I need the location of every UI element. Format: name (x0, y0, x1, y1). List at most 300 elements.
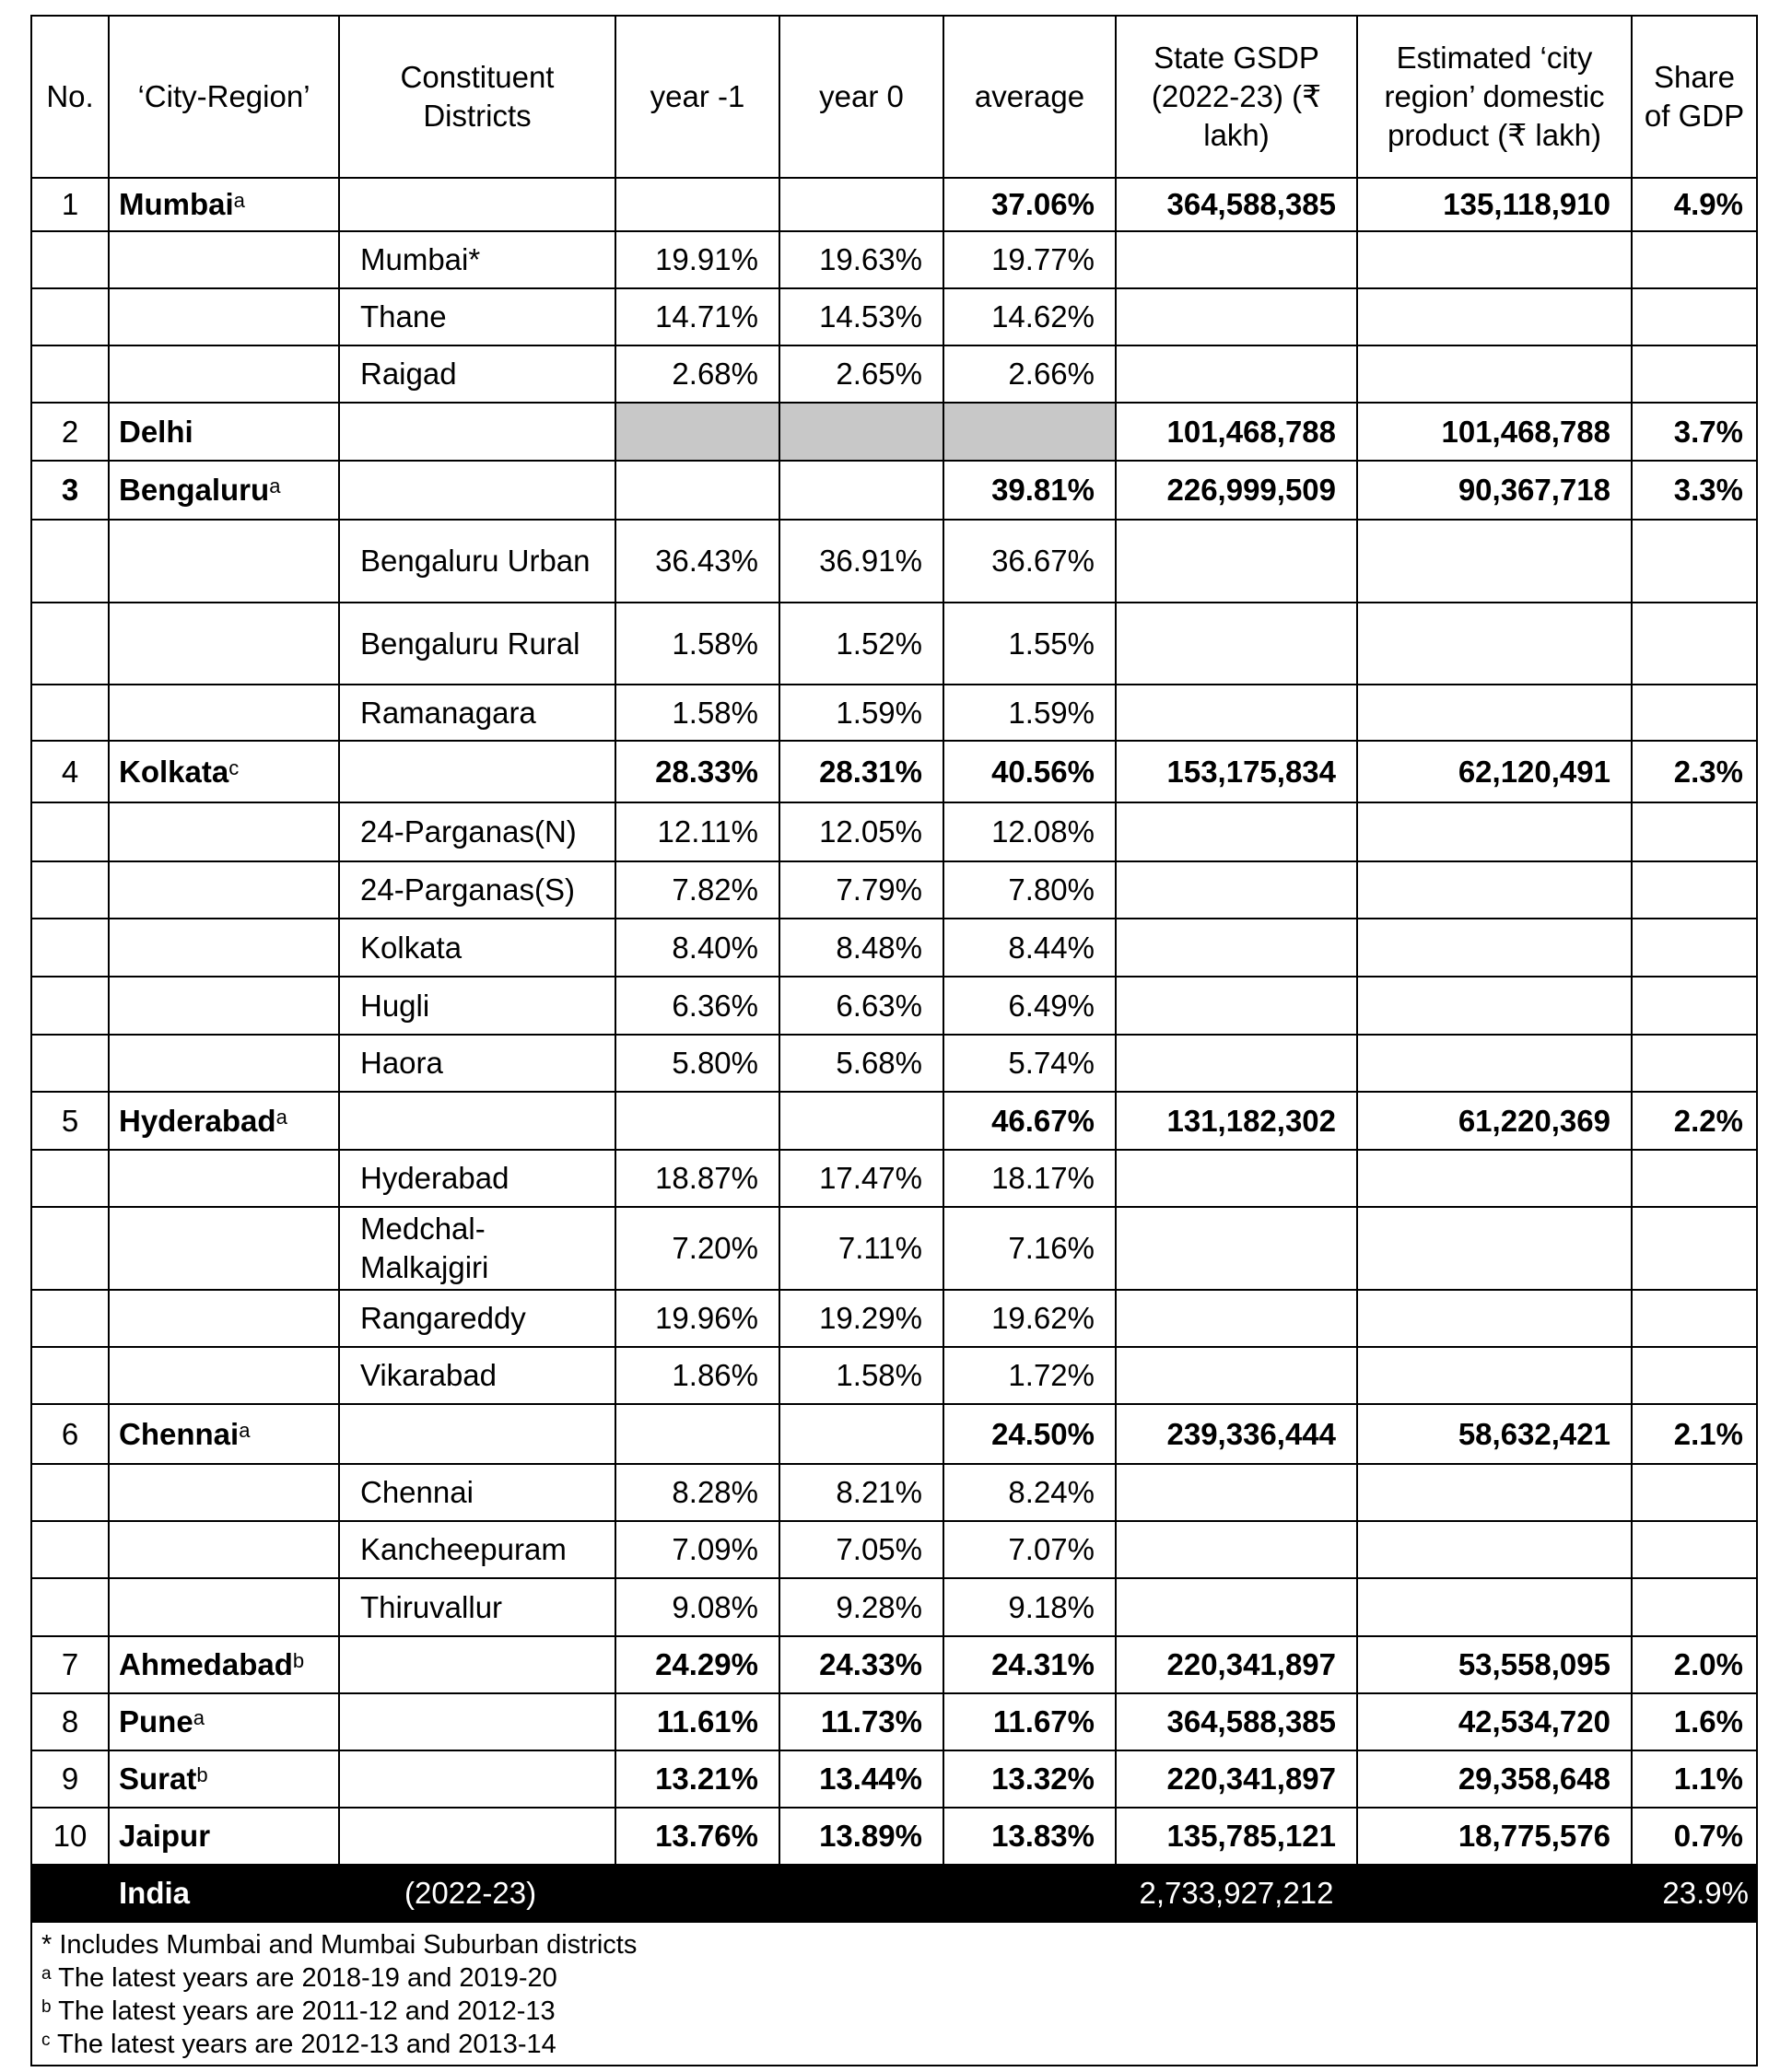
share-of-gdp-cell (1632, 288, 1757, 345)
average-cell: 40.56% (943, 741, 1116, 802)
footnote-text: The latest years are 2011-12 and 2012-13 (51, 1996, 556, 2026)
state-gsdp-cell: 101,468,788 (1116, 403, 1357, 461)
share-of-gdp-cell: 3.3% (1632, 461, 1757, 520)
share-of-gdp-cell (1632, 345, 1757, 403)
year-0-cell: 1.52% (779, 603, 943, 685)
estimated-product-cell (1357, 685, 1632, 741)
india-empty-cell (779, 1865, 943, 1922)
district-name (339, 741, 615, 802)
year-minus-1-cell: 7.09% (615, 1521, 779, 1578)
row-number (31, 231, 109, 288)
india-no-cell (31, 1865, 109, 1922)
city-region-name (109, 345, 339, 403)
footnote-text: * Includes Mumbai and Mumbai Suburban districts (41, 1930, 638, 1960)
state-gsdp-cell (1116, 861, 1357, 919)
state-gsdp-cell: 220,341,897 (1116, 1636, 1357, 1693)
share-of-gdp-cell: 3.7% (1632, 403, 1757, 461)
district-name (339, 1750, 615, 1808)
estimated-product-cell (1357, 345, 1632, 403)
estimated-product-cell: 135,118,910 (1357, 178, 1632, 231)
year-0-cell: 7.79% (779, 861, 943, 919)
footnote-line (41, 2028, 1747, 2061)
share-of-gdp-cell: 4.9% (1632, 178, 1757, 231)
year-0-cell: 7.11% (779, 1207, 943, 1290)
year-0-cell: 13.89% (779, 1808, 943, 1865)
city-region-name (109, 178, 339, 231)
city-region-name (109, 1035, 339, 1092)
header-row (31, 16, 1757, 178)
city-region-name (109, 1693, 339, 1750)
state-gsdp-cell: 220,341,897 (1116, 1750, 1357, 1808)
footnote-line (41, 1961, 1747, 1995)
year-0-cell: 12.05% (779, 802, 943, 861)
year-minus-1-cell: 2.68% (615, 345, 779, 403)
row-number (31, 977, 109, 1035)
city-region-name (109, 741, 339, 802)
state-gsdp-cell (1116, 1207, 1357, 1290)
row-number (31, 802, 109, 861)
row-number (31, 520, 109, 603)
average-cell: 19.62% (943, 1290, 1116, 1347)
share-of-gdp-cell: 0.7% (1632, 1808, 1757, 1865)
average-cell: 7.80% (943, 861, 1116, 919)
year-0-cell: 1.58% (779, 1347, 943, 1404)
district-row (31, 1347, 1757, 1404)
city-region-name (109, 1578, 339, 1636)
district-row (31, 1578, 1757, 1636)
district-row (31, 802, 1757, 861)
average-cell: 1.72% (943, 1347, 1116, 1404)
average-cell: 9.18% (943, 1578, 1116, 1636)
city-region-table (30, 15, 1758, 2066)
average-cell: 12.08% (943, 802, 1116, 861)
estimated-product-cell (1357, 1035, 1632, 1092)
district-name: Hugli (339, 977, 615, 1035)
year-minus-1-cell: 7.82% (615, 861, 779, 919)
average-cell: 1.59% (943, 685, 1116, 741)
city-row (31, 1636, 1757, 1693)
city-region-table-container (30, 15, 1756, 2066)
year-0-cell (779, 403, 943, 461)
estimated-product-cell: 42,534,720 (1357, 1693, 1632, 1750)
city-region-name (109, 977, 339, 1035)
year-minus-1-cell: 7.20% (615, 1207, 779, 1290)
district-row (31, 977, 1757, 1035)
estimated-product-cell (1357, 802, 1632, 861)
state-gsdp-cell (1116, 802, 1357, 861)
average-cell: 8.44% (943, 919, 1116, 977)
city-name: Chennai (119, 1416, 240, 1451)
state-gsdp-cell (1116, 1578, 1357, 1636)
state-gsdp-cell (1116, 1150, 1357, 1207)
estimated-product-cell: 90,367,718 (1357, 461, 1632, 520)
district-row (31, 231, 1757, 288)
average-cell: 19.77% (943, 231, 1116, 288)
year-0-cell: 24.33% (779, 1636, 943, 1693)
india-empty-cell (615, 1865, 779, 1922)
share-of-gdp-cell (1632, 1347, 1757, 1404)
estimated-product-cell: 18,775,576 (1357, 1808, 1632, 1865)
estimated-product-cell (1357, 520, 1632, 603)
year-minus-1-cell: 1.58% (615, 603, 779, 685)
year-minus-1-cell: 1.86% (615, 1347, 779, 1404)
row-number: 10 (31, 1808, 109, 1865)
state-gsdp-cell (1116, 685, 1357, 741)
city-region-name (109, 603, 339, 685)
estimated-product-cell (1357, 1347, 1632, 1404)
state-gsdp-cell (1116, 1347, 1357, 1404)
footnotes (31, 1922, 1757, 2066)
state-gsdp-cell: 239,336,444 (1116, 1404, 1357, 1464)
year-0-cell (779, 178, 943, 231)
year-0-cell (779, 461, 943, 520)
average-cell: 2.66% (943, 345, 1116, 403)
india-empty-cell (943, 1865, 1116, 1922)
year-0-cell: 6.63% (779, 977, 943, 1035)
city-region-name (109, 1207, 339, 1290)
year-0-cell: 17.47% (779, 1150, 943, 1207)
footnote-marker: a (275, 1105, 287, 1129)
average-cell: 37.06% (943, 178, 1116, 231)
district-name (339, 1808, 615, 1865)
district-row (31, 1150, 1757, 1207)
row-number (31, 1290, 109, 1347)
district-row (31, 1290, 1757, 1347)
year-minus-1-cell (615, 461, 779, 520)
estimated-product-cell (1357, 231, 1632, 288)
row-number: 4 (31, 741, 109, 802)
city-row (31, 741, 1757, 802)
city-region-name (109, 403, 339, 461)
footnote-marker: b (41, 1997, 52, 2017)
row-number (31, 1464, 109, 1521)
year-minus-1-cell: 8.40% (615, 919, 779, 977)
district-name: Kancheepuram (339, 1521, 615, 1578)
district-row (31, 685, 1757, 741)
year-minus-1-cell: 12.11% (615, 802, 779, 861)
year-0-cell: 19.63% (779, 231, 943, 288)
city-name: Hyderabad (119, 1103, 276, 1138)
header-districts: Constituent Districts (339, 16, 615, 178)
district-name: Medchal-Malkajgiri (339, 1207, 615, 1290)
state-gsdp-cell (1116, 603, 1357, 685)
row-number (31, 345, 109, 403)
average-cell: 13.32% (943, 1750, 1116, 1808)
city-name: Ahmedabad (119, 1647, 293, 1681)
footnote-text: The latest years are 2018-19 and 2019-20 (51, 1963, 557, 1993)
average-cell: 5.74% (943, 1035, 1116, 1092)
table-body (31, 178, 1757, 1865)
district-row (31, 1207, 1757, 1290)
city-region-name (109, 288, 339, 345)
district-name: Mumbai* (339, 231, 615, 288)
city-row (31, 178, 1757, 231)
city-name: Bengaluru (119, 473, 270, 507)
year-0-cell: 11.73% (779, 1693, 943, 1750)
row-number (31, 603, 109, 685)
average-cell: 8.24% (943, 1464, 1116, 1521)
footnote-text: The latest years are 2012-13 and 2013-14 (50, 2030, 556, 2059)
district-name (339, 1092, 615, 1150)
district-name (339, 461, 615, 520)
average-cell: 13.83% (943, 1808, 1116, 1865)
share-of-gdp-cell (1632, 231, 1757, 288)
year-0-cell: 28.31% (779, 741, 943, 802)
estimated-product-cell (1357, 977, 1632, 1035)
year-minus-1-cell: 9.08% (615, 1578, 779, 1636)
share-of-gdp-cell (1632, 1464, 1757, 1521)
share-of-gdp-cell (1632, 603, 1757, 685)
average-cell: 6.49% (943, 977, 1116, 1035)
row-number: 3 (31, 461, 109, 520)
header-average: average (943, 16, 1116, 178)
average-cell: 36.67% (943, 520, 1116, 603)
year-minus-1-cell: 1.58% (615, 685, 779, 741)
estimated-product-cell (1357, 1521, 1632, 1578)
estimated-product-cell (1357, 1464, 1632, 1521)
row-number (31, 1035, 109, 1092)
row-number: 8 (31, 1693, 109, 1750)
average-cell: 46.67% (943, 1092, 1116, 1150)
district-name: Haora (339, 1035, 615, 1092)
share-of-gdp-cell: 2.2% (1632, 1092, 1757, 1150)
year-minus-1-cell: 13.76% (615, 1808, 779, 1865)
district-row (31, 603, 1757, 685)
row-number (31, 919, 109, 977)
footnote-marker: b (292, 1649, 305, 1672)
state-gsdp-cell (1116, 919, 1357, 977)
row-number (31, 1521, 109, 1578)
average-cell: 39.81% (943, 461, 1116, 520)
share-of-gdp-cell (1632, 977, 1757, 1035)
header-estimated-product: Estimated ‘city region’ domestic product (₹ lakh) (1357, 16, 1632, 178)
state-gsdp-cell: 364,588,385 (1116, 1693, 1357, 1750)
city-row (31, 403, 1757, 461)
year-minus-1-cell: 13.21% (615, 1750, 779, 1808)
header-state-gsdp: State GSDP (2022-23) (₹ lakh) (1116, 16, 1357, 178)
city-name: Surat (119, 1762, 197, 1796)
estimated-product-cell: 61,220,369 (1357, 1092, 1632, 1150)
footnote-line (41, 1995, 1747, 2028)
estimated-product-cell: 101,468,788 (1357, 403, 1632, 461)
average-cell: 24.50% (943, 1404, 1116, 1464)
district-row (31, 288, 1757, 345)
district-name: 24-Parganas(S) (339, 861, 615, 919)
city-region-name (109, 1750, 339, 1808)
city-row (31, 1808, 1757, 1865)
footnote-marker: c (41, 2031, 51, 2050)
average-cell: 11.67% (943, 1693, 1116, 1750)
share-of-gdp-cell: 2.0% (1632, 1636, 1757, 1693)
footnote-marker: a (41, 1964, 52, 1984)
district-name: 24-Parganas(N) (339, 802, 615, 861)
district-name: Ramanagara (339, 685, 615, 741)
year-minus-1-cell: 24.29% (615, 1636, 779, 1693)
share-of-gdp-cell (1632, 861, 1757, 919)
city-region-name (109, 520, 339, 603)
district-row (31, 1464, 1757, 1521)
header-year-minus-1: year -1 (615, 16, 779, 178)
average-cell: 14.62% (943, 288, 1116, 345)
city-region-name (109, 1404, 339, 1464)
year-0-cell (779, 1092, 943, 1150)
district-row (31, 919, 1757, 977)
india-total-row (31, 1865, 1757, 1922)
estimated-product-cell: 53,558,095 (1357, 1636, 1632, 1693)
district-name: Thane (339, 288, 615, 345)
average-cell: 7.07% (943, 1521, 1116, 1578)
share-of-gdp-cell (1632, 1150, 1757, 1207)
year-minus-1-cell: 11.61% (615, 1693, 779, 1750)
state-gsdp-cell (1116, 1290, 1357, 1347)
year-0-cell: 14.53% (779, 288, 943, 345)
row-number (31, 685, 109, 741)
district-name: Bengaluru Urban (339, 520, 615, 603)
estimated-product-cell: 58,632,421 (1357, 1404, 1632, 1464)
share-of-gdp-cell: 1.1% (1632, 1750, 1757, 1808)
estimated-product-cell: 29,358,648 (1357, 1750, 1632, 1808)
city-row (31, 1092, 1757, 1150)
state-gsdp-cell (1116, 288, 1357, 345)
footnote-marker: a (239, 1418, 251, 1442)
row-number (31, 288, 109, 345)
india-share: 23.9% (1632, 1865, 1757, 1922)
city-region-name (109, 685, 339, 741)
city-region-name (109, 1521, 339, 1578)
share-of-gdp-cell (1632, 1521, 1757, 1578)
footnote-marker: b (196, 1763, 208, 1786)
state-gsdp-cell: 364,588,385 (1116, 178, 1357, 231)
year-0-cell: 8.21% (779, 1464, 943, 1521)
state-gsdp-cell (1116, 1464, 1357, 1521)
footnote-marker: a (269, 474, 281, 498)
row-number: 9 (31, 1750, 109, 1808)
state-gsdp-cell (1116, 345, 1357, 403)
estimated-product-cell (1357, 1207, 1632, 1290)
city-name: Pune (119, 1704, 193, 1738)
share-of-gdp-cell (1632, 1207, 1757, 1290)
header-year-0: year 0 (779, 16, 943, 178)
header-no: No. (31, 16, 109, 178)
year-minus-1-cell (615, 1404, 779, 1464)
footnote-line (41, 1928, 1747, 1961)
row-number: 1 (31, 178, 109, 231)
year-minus-1-cell: 19.91% (615, 231, 779, 288)
india-label: India (109, 1865, 339, 1922)
row-number (31, 1578, 109, 1636)
average-cell: 18.17% (943, 1150, 1116, 1207)
city-name: Mumbai (119, 187, 234, 221)
city-region-name (109, 861, 339, 919)
district-name: Kolkata (339, 919, 615, 977)
city-region-name (109, 231, 339, 288)
share-of-gdp-cell (1632, 802, 1757, 861)
share-of-gdp-cell (1632, 1290, 1757, 1347)
average-cell: 1.55% (943, 603, 1116, 685)
share-of-gdp-cell: 2.3% (1632, 741, 1757, 802)
row-number (31, 1207, 109, 1290)
state-gsdp-cell: 135,785,121 (1116, 1808, 1357, 1865)
year-minus-1-cell: 28.33% (615, 741, 779, 802)
estimated-product-cell (1357, 603, 1632, 685)
city-region-name (109, 1150, 339, 1207)
year-0-cell: 9.28% (779, 1578, 943, 1636)
city-name: Jaipur (119, 1819, 211, 1853)
city-name: Delhi (119, 414, 193, 449)
district-row (31, 520, 1757, 603)
header-share: Share of GDP (1632, 16, 1757, 178)
city-row (31, 1404, 1757, 1464)
year-minus-1-cell: 5.80% (615, 1035, 779, 1092)
district-name: Rangareddy (339, 1290, 615, 1347)
estimated-product-cell (1357, 1150, 1632, 1207)
city-region-name (109, 461, 339, 520)
state-gsdp-cell (1116, 520, 1357, 603)
state-gsdp-cell (1116, 1035, 1357, 1092)
footnotes-row (31, 1922, 1757, 2066)
row-number (31, 861, 109, 919)
footnote-marker: a (193, 1706, 205, 1729)
estimated-product-cell (1357, 1578, 1632, 1636)
city-region-name (109, 1464, 339, 1521)
row-number: 2 (31, 403, 109, 461)
city-region-name (109, 1347, 339, 1404)
average-cell: 7.16% (943, 1207, 1116, 1290)
district-name (339, 403, 615, 461)
india-year: (2022-23) (339, 1865, 615, 1922)
year-0-cell: 8.48% (779, 919, 943, 977)
year-0-cell: 7.05% (779, 1521, 943, 1578)
average-cell: 24.31% (943, 1636, 1116, 1693)
estimated-product-cell (1357, 1290, 1632, 1347)
year-0-cell: 19.29% (779, 1290, 943, 1347)
year-0-cell: 1.59% (779, 685, 943, 741)
estimated-product-cell (1357, 861, 1632, 919)
estimated-product-cell (1357, 919, 1632, 977)
district-name (339, 1636, 615, 1693)
estimated-product-cell: 62,120,491 (1357, 741, 1632, 802)
header-city-region: ‘City-Region’ (109, 16, 339, 178)
city-region-name (109, 1092, 339, 1150)
district-name: Thiruvallur (339, 1578, 615, 1636)
district-name: Chennai (339, 1464, 615, 1521)
year-0-cell: 2.65% (779, 345, 943, 403)
district-name: Bengaluru Rural (339, 603, 615, 685)
year-minus-1-cell: 8.28% (615, 1464, 779, 1521)
share-of-gdp-cell (1632, 685, 1757, 741)
year-0-cell (779, 1404, 943, 1464)
year-minus-1-cell: 36.43% (615, 520, 779, 603)
year-0-cell: 36.91% (779, 520, 943, 603)
share-of-gdp-cell (1632, 1578, 1757, 1636)
state-gsdp-cell: 153,175,834 (1116, 741, 1357, 802)
state-gsdp-cell (1116, 977, 1357, 1035)
year-minus-1-cell: 19.96% (615, 1290, 779, 1347)
average-cell (943, 403, 1116, 461)
district-row (31, 345, 1757, 403)
district-name: Vikarabad (339, 1347, 615, 1404)
city-region-name (109, 1808, 339, 1865)
district-name (339, 1404, 615, 1464)
year-0-cell: 13.44% (779, 1750, 943, 1808)
india-empty-cell (1357, 1865, 1632, 1922)
estimated-product-cell (1357, 288, 1632, 345)
city-region-name (109, 802, 339, 861)
district-row (31, 861, 1757, 919)
footnote-marker: c (228, 755, 240, 779)
city-row (31, 1693, 1757, 1750)
city-row (31, 1750, 1757, 1808)
